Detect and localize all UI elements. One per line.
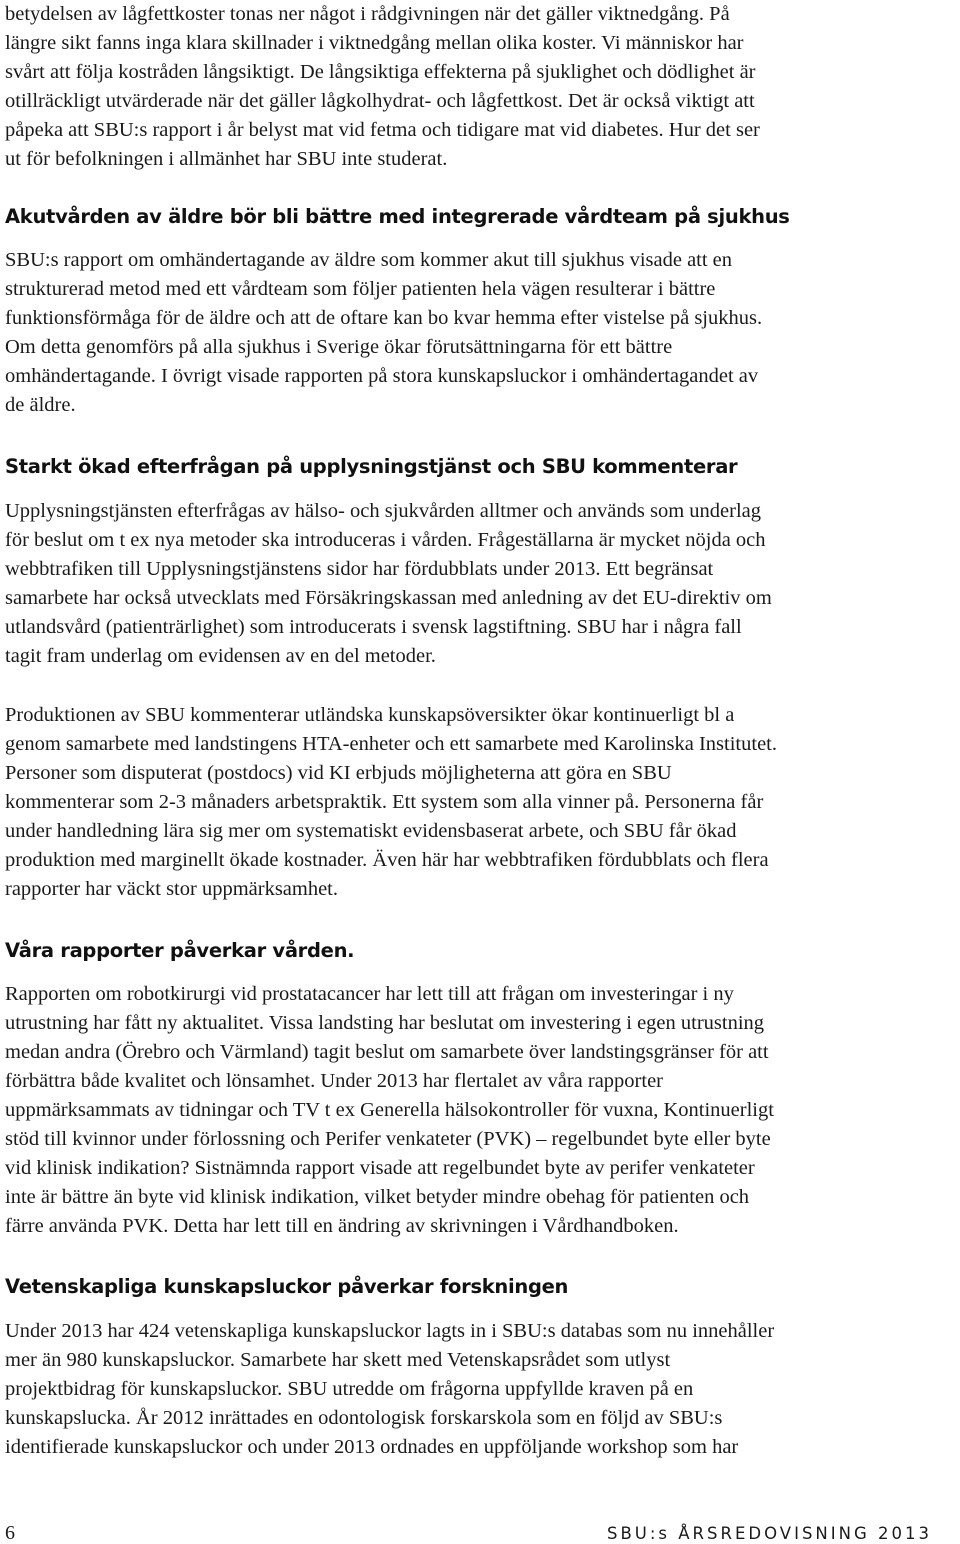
paragraph-production [5, 701, 955, 904]
paragraph-elderly-care [5, 246, 955, 420]
text-line: betydelsen av lågfettkoster tonas ner något i rådgivningen när det gäller viktnedgång. På [5, 3, 730, 25]
text-line: Rapporten om robotkirurgi vid prostatacancer har lett till att frågan om investeringar i ny [5, 983, 734, 1005]
text-line: webbtrafiken till Upplysningstjänstens sidor har fördubblats under 2013. Ett begränsat [5, 558, 714, 580]
text-line: svårt att följa kostråden långsiktigt. De långsiktiga effekterna på sjuklighet och dödlighet är [5, 61, 756, 83]
text-line: medan andra (Örebro och Värmland) tagit beslut om samarbete över landstingsgränser för att [5, 1041, 769, 1063]
text-line: inte är bättre än byte vid klinisk indikation, vilket betyder mindre obehag för patienten och [5, 1186, 750, 1208]
text-line: kommenterar som 2-3 månaders arbetspraktik. Ett system som alla vinner på. Personerna får [5, 791, 764, 813]
text-line: färre använda PVK. Detta har lett till en ändring av skrivningen i Vårdhandboken. [5, 1215, 679, 1237]
text-line: uppmärksammats av tidningar och TV t ex Generella hälsokontroller för vuxna, Kontinuerligt [5, 1099, 774, 1121]
text-line: identifierade kunskapsluckor och under 2013 ordnades en uppföljande workshop som har [5, 1436, 739, 1458]
text-line: ut för befolkningen i allmänhet har SBU inte studerat. [5, 148, 448, 170]
paragraph-knowledge-gaps [5, 1317, 955, 1462]
heading-enquiry-service: Starkt ökad efterfrågan på upplysningstjänst och SBU kommenterar [5, 455, 738, 478]
text-line: genom samarbete med landstingens HTA-enheter och ett samarbete med Karolinska Institutet. [5, 733, 777, 755]
text-line: kunskapslucka. År 2012 inrättades en odontologisk forskarskola som en följd av SBU:s [5, 1407, 723, 1429]
text-line: under handledning lära sig mer om systematiskt evidensbaserat arbete, och SBU får ökad [5, 820, 737, 842]
paragraph-reports-impact [5, 980, 955, 1241]
footer-publication-title: SBU:s ÅRSREDOVISNING 2013 [607, 1524, 932, 1543]
text-line: utlandsvård (patienträrlighet) som introducerats i svensk lagstiftning. SBU har i några fall [5, 616, 742, 638]
text-line: de äldre. [5, 394, 76, 416]
heading-elderly-care: Akutvården av äldre bör bli bättre med integrerade vårdteam på sjukhus [5, 205, 790, 228]
text-line: samarbete har också utvecklats med Försäkringskassan med anledning av det EU-direktiv om [5, 587, 772, 609]
text-line: omhändertagande. I övrigt visade rapporten på stora kunskapsluckor i omhändertagandet av [5, 365, 759, 387]
text-line: påpeka att SBU:s rapport i år belyst mat vid fetma och tidigare mat vid diabetes. Hur det ser [5, 119, 760, 141]
text-line: mer än 980 kunskapsluckor. Samarbete har skett med Vetenskapsrådet som utlyst [5, 1349, 671, 1371]
page-number: 6 [5, 1522, 15, 1544]
paragraph-enquiry-service [5, 497, 955, 671]
text-line: Om detta genomförs på alla sjukhus i Sverige ökar förutsättningarna för ett bättre [5, 336, 673, 358]
text-line: stöd till kvinnor under förlossning och Perifer venkateter (PVK) – regelbundet byte eller byte [5, 1128, 771, 1150]
heading-reports-impact: Våra rapporter påverkar vården. [5, 939, 355, 962]
text-line: Upplysningstjänsten efterfrågas av hälso- och sjukvården alltmer och används som underlag [5, 500, 762, 522]
text-line: vid klinisk indikation? Sistnämnda rapport visade att regelbundet byte av perifer venkateter [5, 1157, 755, 1179]
heading-knowledge-gaps: Vetenskapliga kunskapsluckor påverkar forskningen [5, 1275, 569, 1298]
text-line: längre sikt fanns inga klara skillnader i viktnedgång mellan olika koster. Vi människor har [5, 32, 744, 54]
text-line: funktionsförmåga för de äldre och att de oftare kan bo kvar hemma efter vistelse på sjukhus. [5, 307, 763, 329]
text-line: utrustning har fått ny aktualitet. Vissa landsting har beslutat om investering i egen utrustning [5, 1012, 765, 1034]
paragraph-intro [5, 0, 955, 174]
text-line: Produktionen av SBU kommenterar utländska kunskapsöversikter ökar kontinuerligt bl a [5, 704, 735, 726]
text-line: Under 2013 har 424 vetenskapliga kunskapsluckor lagts in i SBU:s databas som nu innehåller [5, 1320, 775, 1342]
text-line: rapporter har väckt stor uppmärksamhet. [5, 878, 339, 900]
text-line: SBU:s rapport om omhändertagande av äldre som kommer akut till sjukhus visade att en [5, 249, 733, 271]
text-line: Personer som disputerat (postdocs) vid KI erbjuds möjligheterna att göra en SBU [5, 762, 672, 784]
text-line: projektbidrag för kunskapsluckor. SBU utredde om frågorna uppfyllde kraven på en [5, 1378, 694, 1400]
text-line: otillräckligt utvärderade när det gäller lågkolhydrat- och lågfettkost. Det är också viktigt att [5, 90, 755, 112]
text-line: tagit fram underlag om evidensen av en del metoder. [5, 645, 436, 667]
text-line: för beslut om t ex nya metoder ska introduceras i vården. Frågeställarna är mycket nöjda och [5, 529, 766, 551]
text-line: strukturerad metod med ett vårdteam som följer patienten hela vägen resulterar i bättre [5, 278, 716, 300]
text-line: förbättra både kvalitet och lönsamhet. Under 2013 har flertalet av våra rapporter [5, 1070, 663, 1092]
text-line: produktion med marginellt ökade kostnader. Även här har webbtrafiken fördubblats och flera [5, 849, 769, 871]
